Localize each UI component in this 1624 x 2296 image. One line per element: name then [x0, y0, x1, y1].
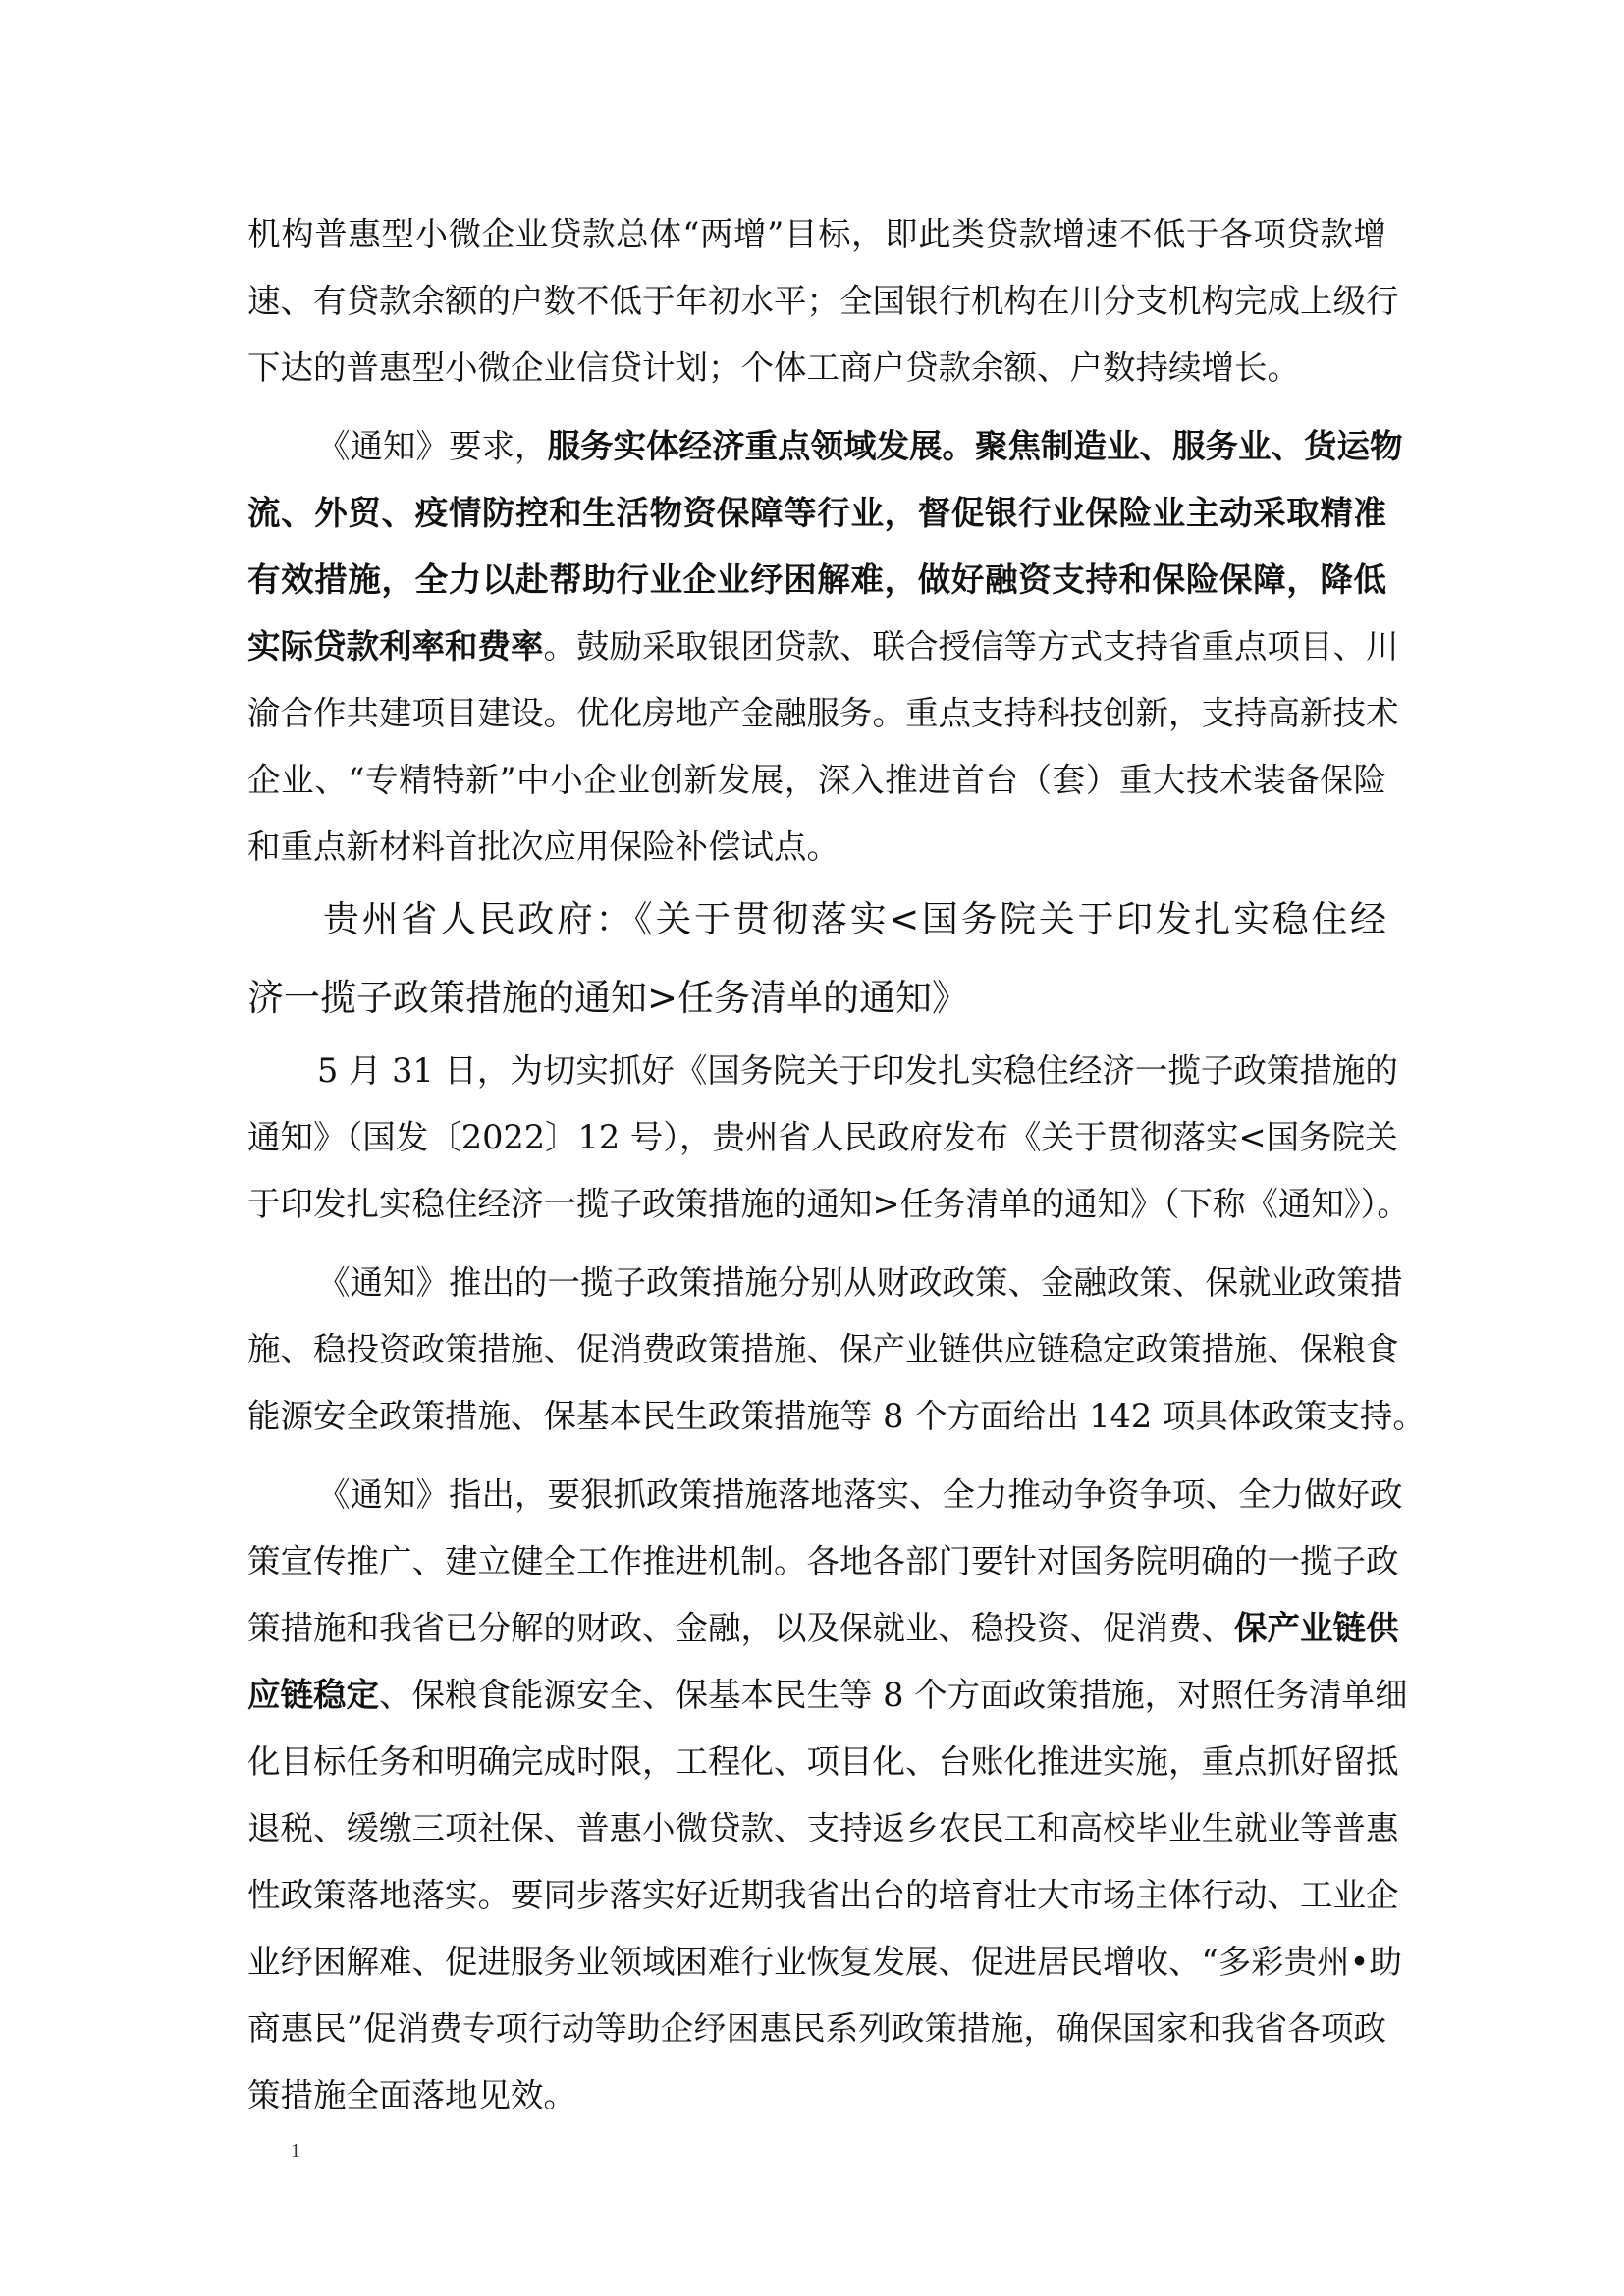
section-heading: 贵州省人民政府：《关于贯彻落实<国务院关于印发扎实稳住经	[323, 898, 1386, 940]
paragraph-line: 速、有贷款余额的户数不低于年初水平；全国银行机构在川分支机构完成上级行	[247, 282, 1399, 320]
paragraph-line: 《通知》推出的一揽子政策措施分别从财政政策、金融政策、保就业政策措	[317, 1263, 1403, 1302]
bold-text: 有效措施，全力以赴帮助行业企业纾困解难，做好融资支持和保险保障，降低	[247, 561, 1386, 599]
paragraph-line: 下达的普惠型小微企业信贷计划；个体工商户贷款余额、户数持续增长。	[247, 348, 1300, 387]
page-number: 1	[291, 2140, 300, 2162]
paragraph-line: 《通知》要求，服务实体经济重点领域发展。聚焦制造业、服务业、货运物	[317, 427, 1403, 465]
paragraph-line: 业纾困解难、促进服务业领域困难行业恢复发展、促进居民增收、“多彩贵州•助	[247, 1943, 1402, 1981]
paragraph-line: 应链稳定、保粮食能源安全、保基本民生等 8 个方面政策措施，对照任务清单细	[247, 1676, 1408, 1714]
section-heading: 济一揽子政策措施的通知>任务清单的通知》	[247, 977, 969, 1019]
paragraph-line: 通知》（国发〔2022〕12 号），贵州省人民政府发布《关于贯彻落实<国务院关	[247, 1118, 1398, 1156]
paragraph-line	[247, 480, 1386, 547]
paragraph-line: 企业、“专精特新”中小企业创新发展，深入推进首台（套）重大技术装备保险	[247, 761, 1386, 799]
paragraph-line: 于印发扎实稳住经济一揽子政策措施的通知>任务清单的通知》（下称《通知》）。	[247, 1185, 1410, 1223]
paragraph-line: 能源安全政策措施、保基本民生政策措施等 8 个方面给出 142 项具体政策支持。	[247, 1397, 1426, 1435]
bold-text: 服务实体经济重点领域发展。聚焦制造业、服务业、货运物	[547, 427, 1403, 465]
paragraph-line: 《通知》指出，要狠抓政策措施落地落实、全力推动争资争项、全力做好政	[317, 1475, 1403, 1514]
paragraph-line: 商惠民”促消费专项行动等助企纾困惠民系列政策措施，确保国家和我省各项政	[247, 2009, 1386, 2048]
bold-text: 保产业链供	[1234, 1609, 1399, 1647]
paragraph-line: 和重点新材料首批次应用保险补偿试点。	[247, 828, 839, 866]
paragraph-line: 实际贷款利率和费率。鼓励采取银团贷款、联合授信等方式支持省重点项目、川	[247, 627, 1399, 666]
paragraph-line: 施、稳投资政策措施、促消费政策措施、保产业链供应链稳定政策措施、保粮食	[247, 1330, 1399, 1368]
bold-text: 应链稳定	[247, 1676, 379, 1714]
bold-text: 实际贷款利率和费率	[247, 627, 544, 666]
bold-text: 流、外贸、疫情防控和生活物资保障等行业，督促银行业保险业主动采取精准	[247, 494, 1386, 532]
paragraph-line: 策措施和我省已分解的财政、金融，以及保就业、稳投资、促消费、保产业链供	[247, 1609, 1399, 1647]
paragraph-line	[247, 547, 1386, 614]
paragraph-line: 5 月 31 日，为切实抓好《国务院关于印发扎实稳住经济一揽子政策措施的	[317, 1051, 1398, 1090]
paragraph-line: 性政策落地落实。要同步落实好近期我省出台的培育壮大市场主体行动、工业企	[247, 1876, 1399, 1914]
paragraph-line: 化目标任务和明确完成时限，工程化、项目化、台账化推进实施，重点抓好留抵	[247, 1742, 1399, 1781]
page-body	[247, 201, 1426, 2129]
paragraph-line: 策措施全面落地见效。	[247, 2076, 576, 2114]
paragraph-line: 策宣传推广、建立健全工作推进机制。各地各部门要针对国务院明确的一揽子政	[247, 1542, 1399, 1580]
paragraph-line: 退税、缓缴三项社保、普惠小微贷款、支持返乡农民工和高校毕业生就业等普惠	[247, 1809, 1399, 1847]
paragraph-line: 机构普惠型小微企业贷款总体“两增”目标，即此类贷款增速不低于各项贷款增	[247, 215, 1386, 253]
paragraph-line: 渝合作共建项目建设。优化房地产金融服务。重点支持科技创新，支持高新技术	[247, 694, 1399, 732]
